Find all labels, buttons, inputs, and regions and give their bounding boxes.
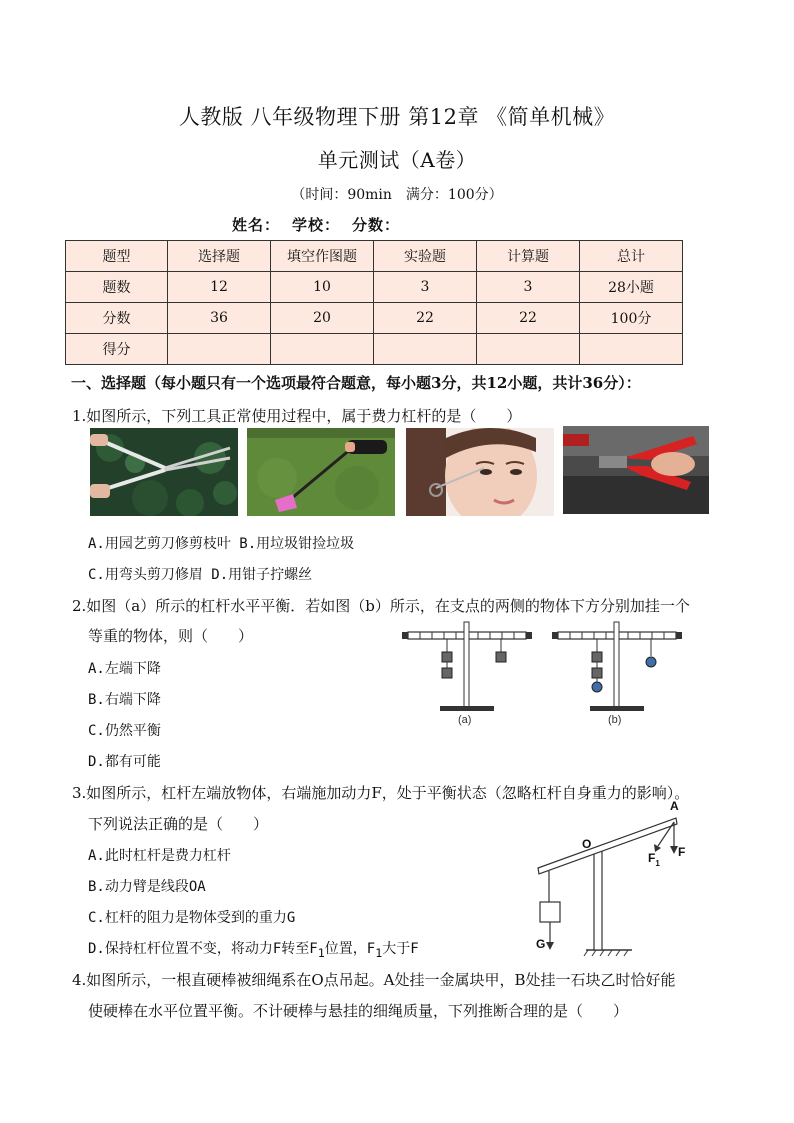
table-cell: 分数 [66, 303, 168, 334]
figure-a-label: (a) [458, 714, 472, 726]
table-cell [580, 334, 683, 365]
table-row [66, 241, 683, 272]
question-2-stem-cont: 等重的物体，则（ ） [88, 627, 254, 645]
option-d-mid: 位置，F [324, 941, 376, 957]
table-cell [271, 334, 374, 365]
section-heading: 一、选择题（每小题只有一个选项最符合题意，每小题3分，共12小题，共计36分）： [71, 374, 641, 392]
question-3-option-b: B.动力臂是线段OA [88, 879, 206, 895]
lever-figure-a [402, 622, 532, 726]
eyebrow-scissors-photo [406, 428, 554, 516]
figure-b-label: (b) [608, 714, 622, 726]
table-cell: 3 [374, 272, 477, 303]
lever-figure-b [552, 622, 682, 726]
table-cell: 计算题 [477, 241, 580, 272]
gravity-g-label: G [536, 937, 546, 951]
garden-shears-image [90, 428, 238, 516]
question-2-option-b: B.右端下降 [88, 692, 161, 708]
page-subtitle: 单元测试（A卷） [317, 148, 477, 172]
table-cell: 100分 [580, 303, 683, 334]
question-4-stem-cont: 使硬棒在水平位置平衡。不计硬棒与悬挂的细绳质量，下列推断合理的是（ ） [88, 1002, 629, 1020]
table-cell: 实验题 [374, 241, 477, 272]
exam-meta: （时间：90min 满分：100分） [291, 187, 503, 203]
pliers-image [563, 426, 709, 514]
table-row [66, 272, 683, 303]
question-2-option-a: A.左端下降 [88, 661, 161, 677]
litter-picker-photo [247, 428, 395, 516]
force-f1-label: $F_1$ [648, 851, 660, 868]
litter-picker-image [247, 428, 395, 516]
name-label: 姓名： [232, 216, 281, 234]
eyebrow-scissors-image [406, 428, 554, 516]
lever-balance-figures [400, 620, 692, 730]
point-a-label: A [670, 799, 679, 813]
table-cell: 3 [477, 272, 580, 303]
score-label: 分数： [352, 216, 401, 234]
question-3-option-c: C.杠杆的阻力是物体受到的重力G [88, 910, 296, 926]
table-cell: 题数 [66, 272, 168, 303]
table-cell: 总计 [580, 241, 683, 272]
question-3-option-d [88, 938, 419, 960]
question-1-stem: 1.如图所示，下列工具正常使用过程中，属于费力杠杆的是（ ） [72, 407, 522, 425]
table-cell: 填空作图题 [271, 241, 374, 272]
option-d-subscript: 1 [317, 945, 325, 960]
question-1-options-ab: A.用园艺剪刀修剪枝叶 B.用垃圾钳捡垃圾 [88, 536, 355, 552]
table-cell: 22 [374, 303, 477, 334]
table-cell: 题型 [66, 241, 168, 272]
table-cell: 选择题 [168, 241, 271, 272]
table-cell [168, 334, 271, 365]
score-table [65, 240, 683, 365]
table-cell: 12 [168, 272, 271, 303]
question-2-stem: 2.如图（a）所示的杠杆水平平衡．若如图（b）所示，在支点的两侧的物体下方分别加挂一个 [72, 597, 690, 615]
table-cell: 得分 [66, 334, 168, 365]
student-info-line [232, 214, 412, 235]
question-3-stem: 3.如图所示，杠杆左端放物体，右端施加动力F，处于平衡状态（忽略杠杆自身重力的影响）。 [72, 784, 690, 802]
table-row [66, 334, 683, 365]
question-1-options-cd: C.用弯头剪刀修眉 D.用钳子拧螺丝 [88, 567, 313, 583]
question-2-option-c: C.仍然平衡 [88, 723, 161, 739]
garden-shears-photo [90, 428, 238, 516]
question-4-stem: 4.如图所示，一根直硬棒被细绳系在O点吊起。A处挂一金属块甲，B处挂一石块乙时恰好能 [72, 971, 676, 989]
option-d-suffix: 大于F [382, 941, 419, 957]
point-o-label: O [582, 837, 592, 851]
table-cell: 10 [271, 272, 374, 303]
force-f-label: F [678, 845, 686, 859]
question-3-option-a: A.此时杠杆是费力杠杆 [88, 848, 231, 864]
school-label: 学校： [292, 216, 341, 234]
table-cell [374, 334, 477, 365]
question-3-stem-cont: 下列说法正确的是（ ） [88, 815, 269, 833]
option-d-prefix: D.保持杠杆位置不变，将动力F转至F [88, 941, 318, 957]
table-cell: 22 [477, 303, 580, 334]
option-d-subscript-2: 1 [375, 945, 383, 960]
table-cell: 36 [168, 303, 271, 334]
question-2-option-d: D.都有可能 [88, 754, 161, 770]
table-row [66, 303, 683, 334]
table-cell: 28小题 [580, 272, 683, 303]
page-title: 人教版 八年级物理下册 第12章 《简单机械》 [178, 105, 616, 129]
lever-force-figure [528, 796, 698, 958]
pliers-photo [563, 426, 709, 514]
table-cell: 20 [271, 303, 374, 334]
table-cell [477, 334, 580, 365]
